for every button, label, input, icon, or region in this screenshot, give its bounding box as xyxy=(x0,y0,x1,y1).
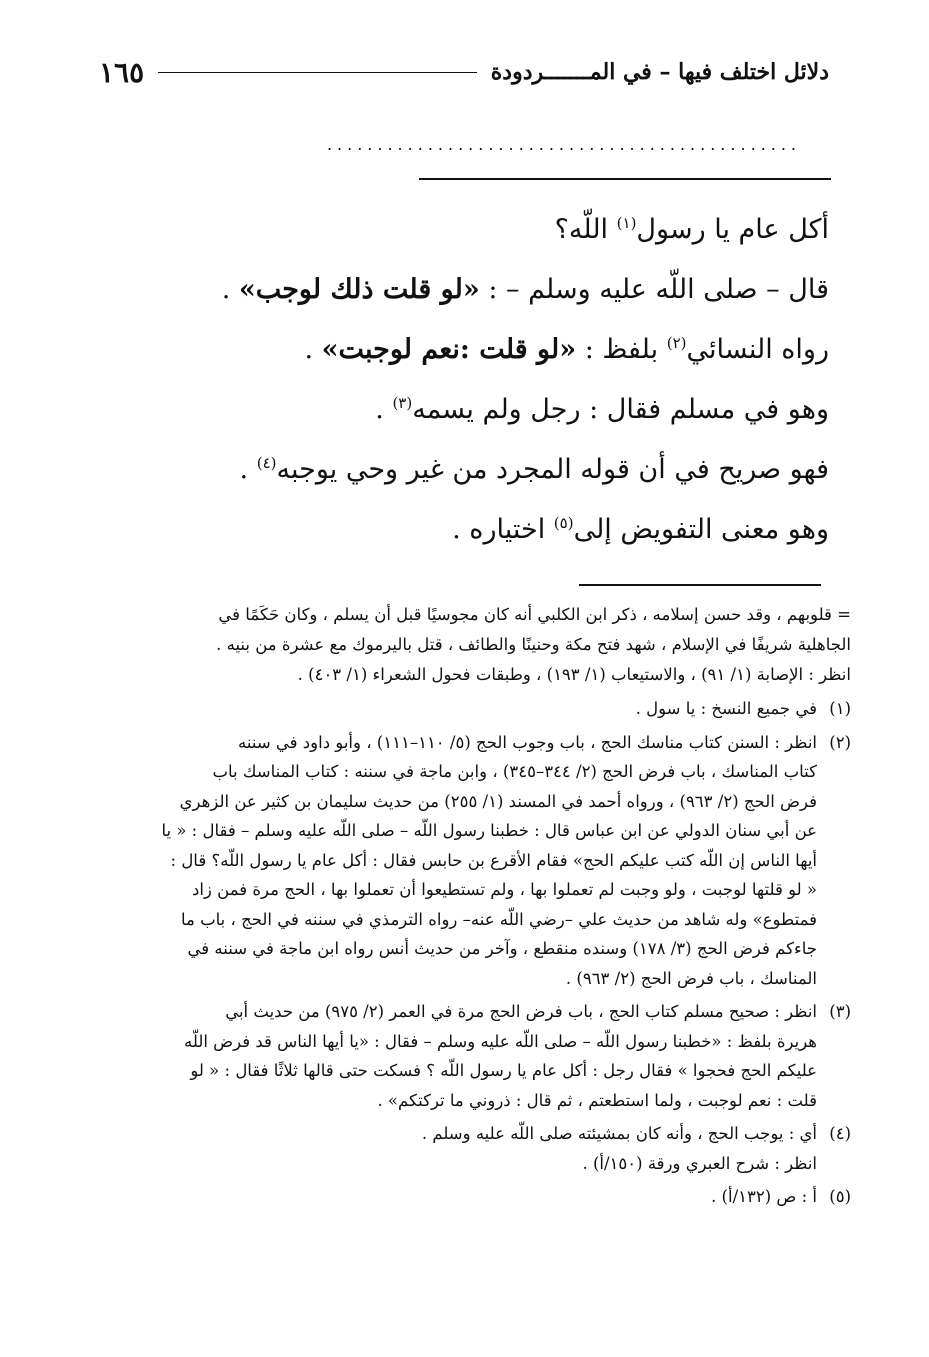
header-rule xyxy=(158,72,477,73)
footnote-number: (٥) xyxy=(829,1187,851,1206)
page-number: ١٦٥ xyxy=(99,55,145,89)
footnote-line: أ : ص (١٣٢/أ) . xyxy=(711,1187,817,1206)
footnote-3 xyxy=(79,997,851,1115)
footnote-1 xyxy=(79,694,851,724)
footnote-line: فرض الحج (٢/ ٩٦٣) ، ورواه أحمد في المسند (١/ ٢٥٥) من حديث سليمان بن كثير عن الزهري xyxy=(179,791,817,811)
footnote-line: هريرة بلفظ : «خطبنا رسول اللّه – صلى اللّه عليه وسلم – فقال : «يا أيها الناس قد فرض اللّه xyxy=(184,1031,817,1051)
continuation-line: = قلوبهم ، وقد حسن إسلامه ، ذكر ابن الكلبي أنه كان مجوسيًا قبل أن يسلم ، وكان حَكَمًا في xyxy=(218,605,851,624)
footnote-line: « لو قلتها لوجبت ، ولو وجبت لم تعملوا بها ، ولم تستطيعوا أن تعملوا بها ، الحج مرة فمن زاد xyxy=(191,880,817,899)
footnote-number: (٤) xyxy=(829,1124,851,1143)
footnote-line: قلت : نعم لوجبت ، ولما استطعتم ، ثم قال : ذروني ما تركتكم» . xyxy=(377,1090,817,1110)
ellipsis-dots: ............................................... xyxy=(326,135,801,154)
main-line-6: وهو معنى التفويض إلى$^{(٥)}$ اختياره . xyxy=(452,514,829,545)
main-text xyxy=(99,200,829,560)
main-line-5: فهو صريح في أن قوله المجرد من غير وحي يوجبه$^{(٤)}$ . xyxy=(239,454,829,485)
running-header xyxy=(99,52,829,92)
footnote-line: عليكم الحج فحجوا » فقال رجل : أكل عام يا رسول اللّه ؟ فسكت حتى قالها ثلاثًا فقال : « لو xyxy=(190,1061,817,1080)
footnote-line: المناسك ، باب فرض الحج (٢/ ٩٦٣) . xyxy=(565,968,817,988)
footnote-line: عن أبي سنان الدولي عن ابن عباس قال : خطبنا رسول اللّه – صلى اللّه عليه وسلم – فقال : « يا xyxy=(161,821,817,840)
footnote-line: أي : يوجب الحج ، وأنه كان بمشيئته صلى اللّه عليه وسلم . xyxy=(421,1124,817,1143)
footnote-line: فمتطوع» وله شاهد من حديث علي –رضي اللّه عنه– رواه الترمذي في سننه في الحج ، باب ما xyxy=(181,909,817,929)
footnote-line: كتاب المناسك ، باب فرض الحج (٢/ ٣٤٤–٣٤٥) ، وابن ماجة في سننه : كتاب المناسك باب xyxy=(212,762,817,781)
main-line-4: وهو في مسلم فقال : رجل ولم يسمه$^{(٣)}$ . xyxy=(375,394,829,425)
continuation-line: الجاهلية شريفًا في الإسلام ، شهد فتح مكة وحنينًا والطائف ، قتل باليرموك مع عشرة من بنيه . xyxy=(216,635,851,654)
footnote-line: انظر : صحيح مسلم كتاب الحج ، باب فرض الحج مرة في العمر (٢/ ٩٧٥) من حديث أبي xyxy=(225,1002,817,1021)
footnote-line: جاءكم فرض الحج (٣/ ١٧٨) وسنده منقطع ، وآخر من حديث أنس رواه ابن ماجة في سننه في xyxy=(187,939,817,958)
footnote-2 xyxy=(79,728,851,994)
footnotes xyxy=(79,600,851,1212)
footnote-number: (١) xyxy=(829,699,851,718)
footnote-line: في جميع النسخ : يا سول . xyxy=(635,699,817,718)
footnote-line: أيها الناس إن اللّه كتب عليكم الحج» فقام الأقرع بن حابس فقال : أكل عام يا رسول اللّه؟ قال : xyxy=(170,850,817,870)
footnote-ref-1[interactable]: (١) xyxy=(616,214,637,232)
main-line-2: قال – صلى اللّه عليه وسلم – : «لو قلت ذلك لوجب» . xyxy=(221,274,829,305)
continuation-line: انظر : الإصابة (١/ ٩١) ، والاستيعاب (١/ ١٩٣) ، وطبقات فحول الشعراء (١/ ٤٠٣) . xyxy=(297,665,851,684)
main-line-3: رواه النسائي$^{(٢)}$ بلفظ : «لو قلت :نعم لوجبت» . xyxy=(304,334,829,365)
footnote-line: انظر : شرح العبري ورقة (١٥٠/أ) . xyxy=(582,1153,817,1173)
footnote-line: انظر : السنن كتاب مناسك الحج ، باب وجوب الحج (٥/ ١١٠–١١١) ، وأبو داود في سننه xyxy=(238,732,817,752)
footnote-5 xyxy=(79,1182,851,1212)
footnote-ref-3[interactable]: (٣) xyxy=(392,394,413,412)
quote-bold: «لو قلت :نعم لوجبت» xyxy=(321,334,577,365)
quote-bold: «لو قلت ذلك لوجب» xyxy=(238,274,480,305)
footnote-4 xyxy=(79,1119,851,1178)
footnote-separator xyxy=(579,584,821,586)
footnote-ref-4[interactable]: (٤) xyxy=(256,454,277,472)
footnote-number: (٢) xyxy=(829,732,851,752)
chapter-title: دلائل اختلف فيها – في المـــــــردودة xyxy=(490,59,829,85)
footnote-number: (٣) xyxy=(829,1002,851,1021)
footnote-ref-2[interactable]: (٢) xyxy=(666,334,687,352)
section-rule xyxy=(419,178,831,180)
footnote-continuation xyxy=(79,600,851,690)
main-line-1: أكل عام يا رسول$^{(١)}$ اللّه؟ xyxy=(554,214,829,245)
footnote-ref-5[interactable]: (٥) xyxy=(553,514,574,532)
